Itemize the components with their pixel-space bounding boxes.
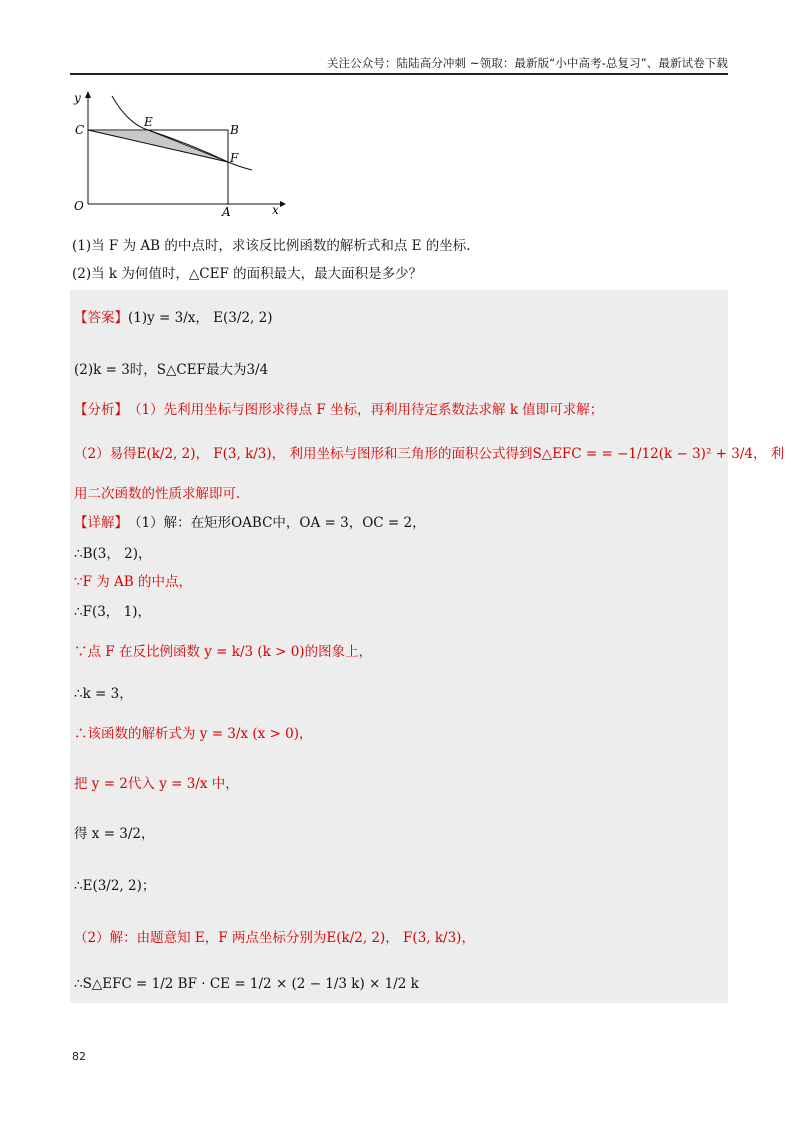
detail-line-7: ∴该函数的解析式为 y = 3/x (x > 0)， <box>74 726 313 742</box>
detail-line-2: ∴B(3， 2)， <box>74 546 152 562</box>
header-rule <box>70 73 728 75</box>
detail-line-12: ∴S△EFC = 1/2 BF · CE = 1/2 × (2 − 1/3 k) × 1/2 k <box>74 976 419 992</box>
label-e: E <box>144 115 153 129</box>
analysis-tag: 【分析】 <box>74 402 128 418</box>
geometry-figure <box>70 88 290 218</box>
analysis-text-2: （2）易得E(k/2, 2)， F(3, k/3)， 利用坐标与图形和三角形的面积公式得到S△EFC = = −1/12(k − 3)² + 3/4， 利 <box>74 446 785 462</box>
label-f: F <box>230 151 239 165</box>
page-header: 关注公众号：陆陆高分冲刺 ~领取：最新版“小中高考-总复习”、最新试卷下载 <box>326 56 728 70</box>
page-number: 82 <box>72 1050 86 1063</box>
label-b: B <box>230 123 239 137</box>
detail-line-10: ∴E(3/2, 2)； <box>74 878 156 894</box>
answer-text-1: (1)y = 3/x， E(3/2, 2) <box>128 310 273 326</box>
x-axis-arrow <box>280 201 286 207</box>
detail-line-9: 得 x = 3/2， <box>74 826 155 842</box>
analysis-text-3: 用二次函数的性质求解即可. <box>74 486 241 502</box>
detail-line-3: ∵F 为 AB 的中点， <box>74 574 192 590</box>
detail-line-8: 把 y = 2代入 y = 3/x 中， <box>74 776 239 792</box>
answer-tag: 【答案】 <box>74 310 128 326</box>
detail-text-1: （1）解：在矩形OABC中，OA = 3，OC = 2， <box>128 515 426 531</box>
analysis-line-3 <box>74 482 240 502</box>
detail-line-6: ∴k = 3， <box>74 686 133 702</box>
y-axis-arrow <box>85 91 91 98</box>
answer-text-2: (2)k = 3时，S△CEF最大为3/4 <box>74 362 269 378</box>
answer-line-2 <box>74 358 268 378</box>
detail-line-1 <box>74 511 426 531</box>
answer-line-1 <box>74 306 272 326</box>
label-y: y <box>74 91 81 105</box>
label-o: O <box>74 199 84 213</box>
analysis-text-1: （1）先利用坐标与图形求得点 F 坐标，再利用待定系数法求解 k 值即可求解； <box>128 402 604 418</box>
label-x: x <box>272 203 279 217</box>
label-c: C <box>75 123 85 137</box>
analysis-line-2 <box>74 442 784 462</box>
detail-tag: 【详解】 <box>74 515 128 531</box>
detail-line-4: ∴F(3， 1)， <box>74 604 151 620</box>
detail-line-11: （2）解：由题意知 E，F 两点坐标分别为E(k/2, 2)， F(3, k/3)， <box>74 930 475 946</box>
label-a: A <box>222 205 231 218</box>
analysis-line-1 <box>74 398 603 418</box>
question-1: (1)当 F 为 AB 的中点时，求该反比例函数的解析式和点 E 的坐标. <box>72 238 471 254</box>
question-2: (2)当 k 为何值时，△CEF 的面积最大，最大面积是多少？ <box>72 266 423 282</box>
detail-line-5: ∵点 F 在反比例函数 y = k/3 (k > 0)的图象上， <box>74 644 373 660</box>
